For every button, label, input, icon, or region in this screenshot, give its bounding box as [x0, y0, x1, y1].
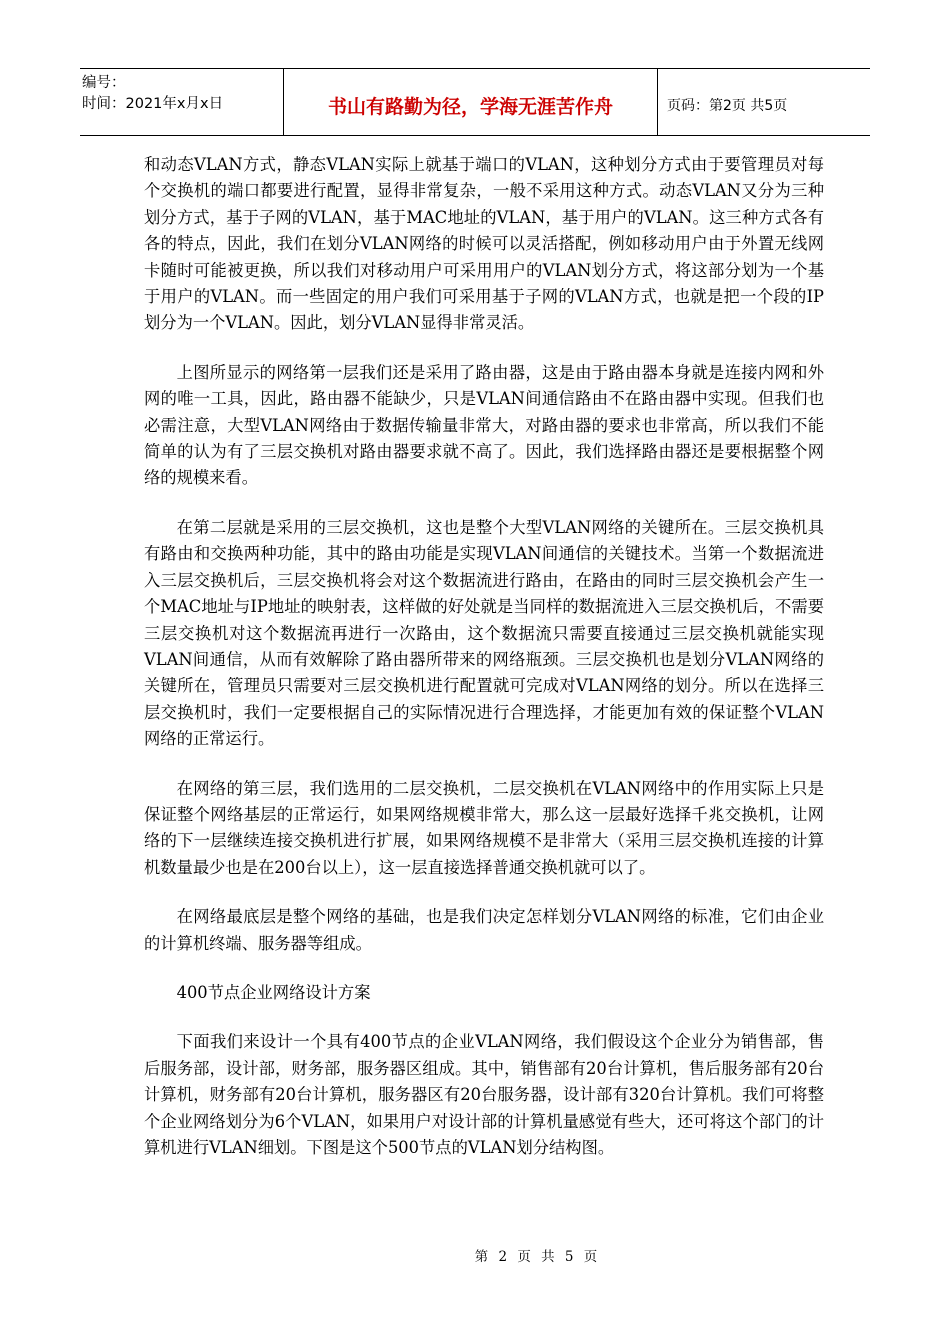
header-page-info: 页码：第2页 共5页 [667, 98, 788, 114]
paragraph-400-node-design: 下面我们来设计一个具有400节点的企业VLAN网络，我们假设这个企业分为销售部，售后服务部，设计部，财务部，服务器区组成。其中，销售部有20台计算机，售后服务部有20台计算机，财务部有20台计算机，服务器区有20台服务器，设计部有320台计算机。我们可将整个企业网络划分为6个VLAN，如果用户对设计部的计算机量感觉有些大，还可将这个部门的计算机进行VLAN细划。下图是这个500节点的VLAN划分结构图。 [144, 1032, 824, 1157]
document-number-label: 编号： [82, 75, 126, 91]
page-footer: 第 2 页 共 5 页 [474, 1249, 601, 1265]
page-header [80, 68, 870, 136]
paragraph-vlan-methods: 和动态VLAN方式，静态VLAN实际上就基于端口的VLAN，这种划分方式由于要管理员对每个交换机的端口都要进行配置，显得非常复杂，一般不采用这种方式。动态VLAN又分为三种划分方式，基于子网的VLAN，基于MAC地址的VLAN，基于用户的VLAN。这三种方式各有各的特点，因此，我们在划分VLAN网络的时候可以灵活搭配，例如移动用户由于外置无线网卡随时可能被更换，所以我们对移动用户可采用用户的VLAN划分方式，将这部分划为一个基于用户的VLAN。而一些固定的用户我们可采用基于子网的VLAN方式，也就是把一个段的IP划分为一个VLAN。因此，划分VLAN显得非常灵活。 [144, 155, 824, 333]
header-meta [80, 69, 283, 135]
section-heading-400-node: 400节点企业网络设计方案 [176, 982, 371, 1002]
paragraph-layer3-switch: 在第二层就是采用的三层交换机，这也是整个大型VLAN网络的关键所在。三层交换机具有路由和交换两种功能，其中的路由功能是实现VLAN间通信的关键技术。当第一个数据流进入三层交换机后，三层交换机将会对这个数据流进行路由，在路由的同时三层交换机会产生一个MAC地址与IP地址的映射表，这样做的好处就是当同样的数据流进入三层交换机后，不需要三层交换机对这个数据流再进行一次路由，这个数据流只需要直接通过三层交换机就能实现VLAN间通信，从而有效解除了路由器所带来的网络瓶颈。三层交换机也是划分VLAN网络的关键所在，管理员只需要对三层交换机进行配置就可完成对VLAN网络的划分。所以在选择三层交换机时，我们一定要根据自己的实际情况进行合理选择，才能更加有效的保证整个VLAN网络的正常运行。 [144, 517, 824, 749]
header-motto: 书山有路勤为径，学海无涯苦作舟 [283, 69, 658, 135]
paragraph-bottom-layer: 在网络最底层是整个网络的基础，也是我们决定怎样划分VLAN网络的标准，它们由企业的计算机终端、服务器等组成。 [144, 907, 824, 953]
document-time-label: 时间：2021年x月x日 [82, 96, 224, 112]
paragraph-layer2-switch: 在网络的第三层，我们选用的二层交换机，二层交换机在VLAN网络中的作用实际上只是保证整个网络基层的正常运行，如果网络规模非常大，那么这一层最好选择千兆交换机，让网络的下一层继续连接交换机进行扩展，如果网络规模不是非常大（采用三层交换机连接的计算机数量最少也是在200台以上），这一层直接选择普通交换机就可以了。 [144, 778, 824, 877]
document-body [144, 152, 824, 1184]
paragraph-router-layer: 上图所显示的网络第一层我们还是采用了路由器，这是由于路由器本身就是连接内网和外网的唯一工具，因此，路由器不能缺少，只是VLAN间通信路由不在路由器中实现。但我们也必需注意，大型VLAN网络由于数据传输量非常大，对路由器的要求也非常高，所以我们不能简单的认为有了三层交换机对路由器要求就不高了。因此，我们选择路由器还是要根据整个网络的规模来看。 [144, 362, 824, 488]
